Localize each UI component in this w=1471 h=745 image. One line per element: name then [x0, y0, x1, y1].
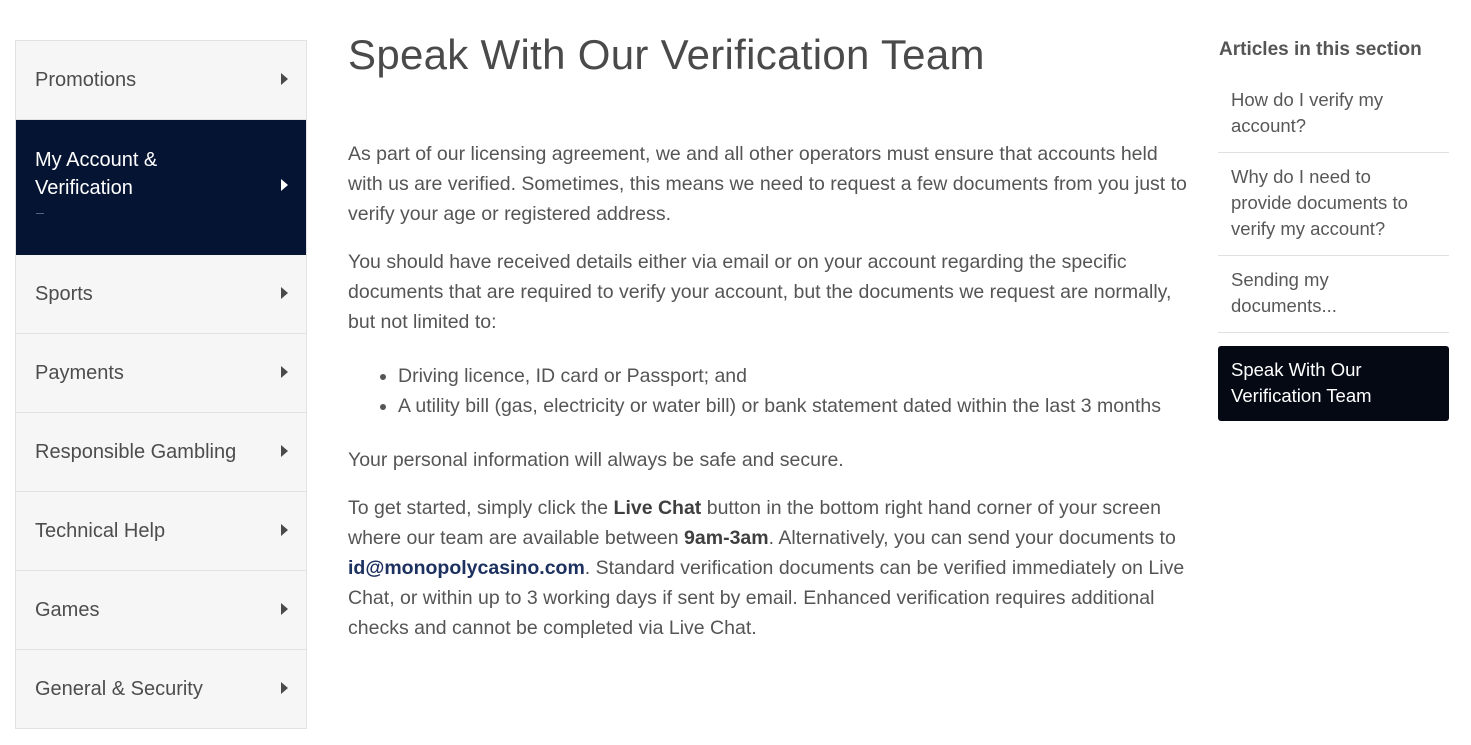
related-articles-heading: Articles in this section	[1219, 39, 1422, 60]
sidebar-item-label: Payments	[35, 361, 124, 384]
related-article-link[interactable]: How do I verify my account?	[1218, 76, 1449, 153]
sidebar-item-promotions[interactable]	[16, 41, 306, 120]
sidebar-item-general-security[interactable]	[16, 650, 306, 729]
article-paragraph: Your personal information will always be safe and secure.	[348, 449, 844, 471]
sidebar-item-sports[interactable]	[16, 255, 306, 334]
email-link[interactable]: id@monopolycasino.com	[348, 557, 585, 579]
active-indicator-dash	[36, 213, 44, 214]
article-paragraph: As part of our licensing agreement, we and all other operators must ensure that accounts held with us are verified. Sometimes, this means we need to request a few documents from you just to verify your age or registered address.	[348, 143, 1187, 225]
sidebar-item-label: General & Security	[35, 677, 203, 700]
sidebar-item-technical-help[interactable]	[16, 492, 306, 571]
page-title: Speak With Our Verification Team	[348, 31, 985, 78]
chevron-right-icon	[281, 524, 288, 536]
document-list	[348, 361, 1188, 421]
sidebar-item-my-account-verification[interactable]	[16, 120, 306, 255]
category-sidebar	[15, 40, 307, 729]
sidebar-item-label: My Account & Verification	[35, 149, 158, 199]
hours-emphasis: 9am-3am	[684, 527, 769, 549]
sidebar-item-games[interactable]	[16, 571, 306, 650]
text-segment: . Alternatively, you can send your documents to	[768, 527, 1176, 549]
list-item: • Driving licence, ID card or Passport; and	[398, 361, 1188, 391]
sidebar-item-label: Sports	[35, 282, 93, 305]
article-paragraph: You should have received details either via email or on your account regarding the specific documents that are required to verify your account, but the documents we request are normally, but not limited to:	[348, 251, 1172, 333]
text-segment: button in the bottom right hand corner of your screen where our team are available between	[348, 497, 1161, 549]
chevron-right-icon	[281, 73, 288, 85]
chevron-right-icon	[281, 287, 288, 299]
sidebar-item-label: Technical Help	[35, 519, 166, 542]
article-body	[348, 139, 1188, 643]
chevron-right-icon	[281, 603, 288, 615]
list-item: • A utility bill (gas, electricity or water bill) or bank statement dated within the last 3 months	[398, 391, 1188, 421]
sidebar-item-label: Games	[35, 598, 100, 621]
chevron-right-icon	[281, 366, 288, 378]
text-segment: . Standard verification documents can be verified immediately on Live Chat, or within up to 3 working days if sent by email. Enhanced verification requires additional checks and cannot be completed via Live Chat.	[348, 557, 1185, 639]
related-articles	[1218, 38, 1449, 421]
text-segment: To get started, simply click the	[348, 497, 614, 519]
related-article-link-current[interactable]: Speak With Our Verification Team	[1218, 346, 1449, 421]
article-paragraph	[348, 493, 1188, 643]
chevron-right-icon	[281, 179, 288, 191]
sidebar-item-payments[interactable]	[16, 334, 306, 413]
chevron-right-icon	[281, 682, 288, 694]
sidebar-item-label: Responsible Gambling	[35, 440, 237, 463]
live-chat-emphasis: Live Chat	[613, 497, 702, 519]
sidebar-item-responsible-gambling[interactable]	[16, 413, 306, 492]
article	[348, 28, 1188, 661]
related-article-link[interactable]: Why do I need to provide documents to verify my account?	[1218, 153, 1449, 256]
related-article-link[interactable]: Sending my documents...	[1218, 256, 1449, 333]
chevron-right-icon	[281, 445, 288, 457]
sidebar-item-label: Promotions	[35, 68, 137, 91]
